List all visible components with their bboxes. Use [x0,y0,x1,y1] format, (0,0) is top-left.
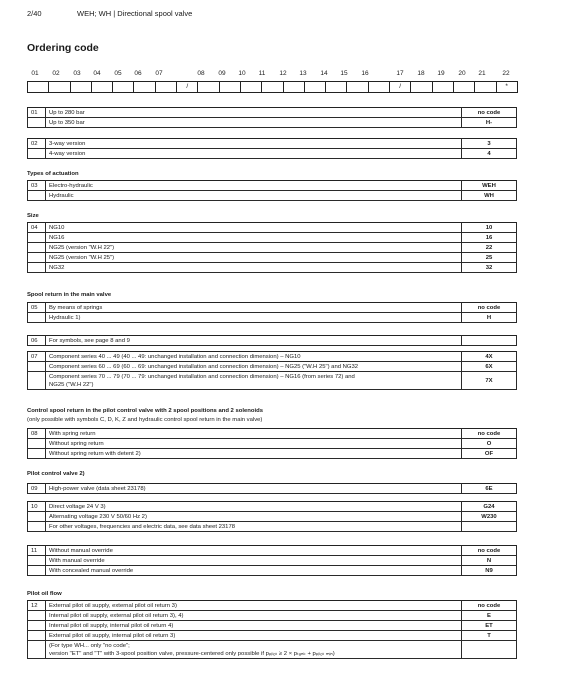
option-code: WEH [462,181,517,191]
option-row [28,223,517,233]
code-cell [326,82,347,92]
option-row [28,522,517,532]
option-number [28,233,46,243]
option-code: 22 [462,243,517,253]
option-description: 4-way version [46,149,462,159]
code-cell [347,82,368,92]
code-position-label: 10 [238,70,246,77]
option-code: E [462,611,517,621]
option-code: 6E [462,484,517,494]
option-code: O [462,439,517,449]
code-position-label: 09 [218,70,226,77]
option-description: Electro-hydraulic [46,181,462,191]
option-number: 09 [28,484,46,494]
page-number: 2/40 [27,9,42,18]
ordering-code-positions [27,70,517,78]
group-heading: Control spool return in the pilot control valve with 2 spool positions and 2 solenoids [27,408,263,414]
option-row [28,631,517,641]
option-code: 16 [462,233,517,243]
option-code: T [462,631,517,641]
option-table [27,501,517,532]
option-table [27,483,517,494]
code-cell [113,82,134,92]
option-row [28,601,517,611]
group-heading-note: (only possible with symbols C, D, K, Z and hydraulic control spool return in the main valve) [27,417,263,423]
option-row [28,566,517,576]
option-number [28,149,46,159]
option-description: External pilot oil supply, internal pilot oil return 3) [46,631,462,641]
option-row [28,181,517,191]
option-row [28,502,517,512]
option-number [28,253,46,263]
option-table [27,302,517,323]
option-row [28,556,517,566]
code-cell [305,82,326,92]
option-code: H- [462,118,517,128]
option-description: Component series 40 ... 49 (40 ... 49: unchanged installation and connection dimension) – NG10 [46,352,462,362]
option-code: no code [462,546,517,556]
code-cell [284,82,305,92]
code-cell [411,82,432,92]
code-position-label: 18 [417,70,425,77]
option-number [28,512,46,522]
option-description: NG16 [46,233,462,243]
code-cell [241,82,262,92]
option-row [28,641,517,659]
option-number [28,263,46,273]
option-number: 11 [28,546,46,556]
code-position-label: 22 [502,70,510,77]
code-position-label: 05 [114,70,122,77]
code-position-label: 21 [478,70,486,77]
option-number: 04 [28,223,46,233]
option-table [27,335,517,346]
page-header [27,9,192,18]
option-table [27,600,517,659]
option-row [28,512,517,522]
code-position-label: 15 [340,70,348,77]
code-position-label: 17 [396,70,404,77]
group-heading: Pilot oil flow [27,591,62,597]
option-row [28,149,517,159]
option-table [27,545,517,576]
option-code: no code [462,601,517,611]
option-row [28,449,517,459]
option-code [462,336,517,346]
option-row [28,139,517,149]
option-number [28,556,46,566]
option-description: NG32 [46,263,462,273]
option-description: Hydraulic [46,191,462,201]
code-position-label: 19 [437,70,445,77]
code-cell [475,82,496,92]
option-code: ET [462,621,517,631]
option-row [28,352,517,362]
option-code [462,641,517,659]
option-row [28,233,517,243]
option-number: 06 [28,336,46,346]
code-position-label: 20 [458,70,466,77]
option-description: Hydraulic 1) [46,313,462,323]
option-number: 12 [28,601,46,611]
option-code: 32 [462,263,517,273]
code-separator: / [390,82,411,92]
option-code: N9 [462,566,517,576]
option-code: 25 [462,253,517,263]
option-description: Up to 280 bar [46,108,462,118]
option-number: 08 [28,429,46,439]
option-description: Internal pilot oil supply, external pilot oil return 3), 4) [46,611,462,621]
document-title: WEH; WH | Directional spool valve [77,9,193,18]
option-description: Internal pilot oil supply, internal pilot oil return 4) [46,621,462,631]
option-row [28,303,517,313]
option-number [28,118,46,128]
option-description: Alternating voltage 230 V 50/60 Hz 2) [46,512,462,522]
option-code: no code [462,108,517,118]
option-row [28,546,517,556]
option-row [28,429,517,439]
option-code: G24 [462,502,517,512]
option-table [27,180,517,201]
option-number [28,362,46,372]
option-code: 4X [462,352,517,362]
option-row [28,336,517,346]
option-code: 7X [462,372,517,390]
group-heading: Size [27,213,39,219]
code-cell [156,82,177,92]
option-number [28,611,46,621]
option-description: For other voltages, frequencies and electric data, see data sheet 23178 [46,522,462,532]
option-row [28,191,517,201]
option-table [27,428,517,459]
option-code: 6X [462,362,517,372]
option-row [28,243,517,253]
code-position-label: 08 [197,70,205,77]
option-code: W230 [462,512,517,522]
option-description: Component series 70 ... 79 (70 ... 79: unchanged installation and connection dimension) – NG16 (from series 72) and NG25 ("W.H 22") [46,372,462,390]
group-heading: Spool return in the main valve [27,292,112,298]
option-number [28,372,46,390]
section-title: Ordering code [27,42,99,54]
code-cell [71,82,92,92]
option-number [28,621,46,631]
option-number [28,191,46,201]
code-position-label: 12 [279,70,287,77]
option-row [28,362,517,372]
option-number: 01 [28,108,46,118]
code-position-label: 03 [73,70,81,77]
option-number: 05 [28,303,46,313]
option-description: With manual override [46,556,462,566]
option-description: By means of springs [46,303,462,313]
option-code: 3 [462,139,517,149]
option-code: 4 [462,149,517,159]
option-number [28,439,46,449]
code-position-label: 02 [52,70,60,77]
ordering-code-box [27,81,518,93]
option-description: NG10 [46,223,462,233]
option-description: Up to 350 bar [46,118,462,128]
option-description: Direct voltage 24 V 3) [46,502,462,512]
code-cell [262,82,283,92]
option-row [28,118,517,128]
option-description: Without spring return with detent 2) [46,449,462,459]
group-heading: Types of actuation [27,171,79,177]
code-position-label: 13 [299,70,307,77]
code-cell [134,82,155,92]
code-cell [454,82,475,92]
option-row [28,611,517,621]
code-cell [433,82,454,92]
option-number: 07 [28,352,46,362]
option-description: NG25 (version "W.H 25") [46,253,462,263]
option-table [27,138,517,159]
code-separator: / [177,82,198,92]
option-description: With concealed manual override [46,566,462,576]
option-table [27,107,517,128]
option-code: WH [462,191,517,201]
option-number: 02 [28,139,46,149]
option-description: NG25 (version "W.H 22") [46,243,462,253]
option-code: H [462,313,517,323]
option-number [28,641,46,659]
option-description: Without manual override [46,546,462,556]
code-position-label: 07 [155,70,163,77]
group-heading: Pilot control valve 2) [27,471,85,477]
option-description: High-power valve (data sheet 23178) [46,484,462,494]
option-code [462,522,517,532]
option-description: With spring return [46,429,462,439]
code-cell [92,82,113,92]
code-position-label: 04 [93,70,101,77]
option-row [28,263,517,273]
option-row [28,621,517,631]
option-number [28,566,46,576]
option-number: 03 [28,181,46,191]
option-description: For symbols, see page 8 and 9 [46,336,462,346]
option-description: (For type WH... only "no code"; version "ET" and "T" with 3-spool position valve, pressure-centered only possible if pₚᵢₗₒₜ ≥ 2 × pₜₐₙₖ + pₚᵢₗₒₜ ₘᵢₙ) [46,641,462,659]
option-table [27,351,517,390]
option-row [28,372,517,390]
option-code: N [462,556,517,566]
option-number: 10 [28,502,46,512]
code-position-label: 01 [31,70,39,77]
option-number [28,449,46,459]
code-position-label: 14 [320,70,328,77]
option-code: OF [462,449,517,459]
option-number [28,631,46,641]
code-cell [28,82,49,92]
option-description: Without spring return [46,439,462,449]
code-cell [198,82,219,92]
code-cell [49,82,70,92]
option-row [28,484,517,494]
option-row [28,439,517,449]
option-row [28,108,517,118]
option-row [28,253,517,263]
code-cell [220,82,241,92]
code-position-label: 06 [134,70,142,77]
option-code: no code [462,429,517,439]
option-description: External pilot oil supply, external pilot oil return 3) [46,601,462,611]
code-position-label: 16 [361,70,369,77]
option-number [28,243,46,253]
code-cell [369,82,390,92]
option-code: no code [462,303,517,313]
option-code: 10 [462,223,517,233]
code-position-label: 11 [258,70,266,77]
code-cell: * [505,83,508,90]
option-number [28,313,46,323]
option-row [28,313,517,323]
option-description: Component series 60 ... 69 (60 ... 69: unchanged installation and connection dimension) – NG25 ("W.H 25") and NG32 [46,362,462,372]
option-description: 3-way version [46,139,462,149]
option-table [27,222,517,273]
option-number [28,522,46,532]
